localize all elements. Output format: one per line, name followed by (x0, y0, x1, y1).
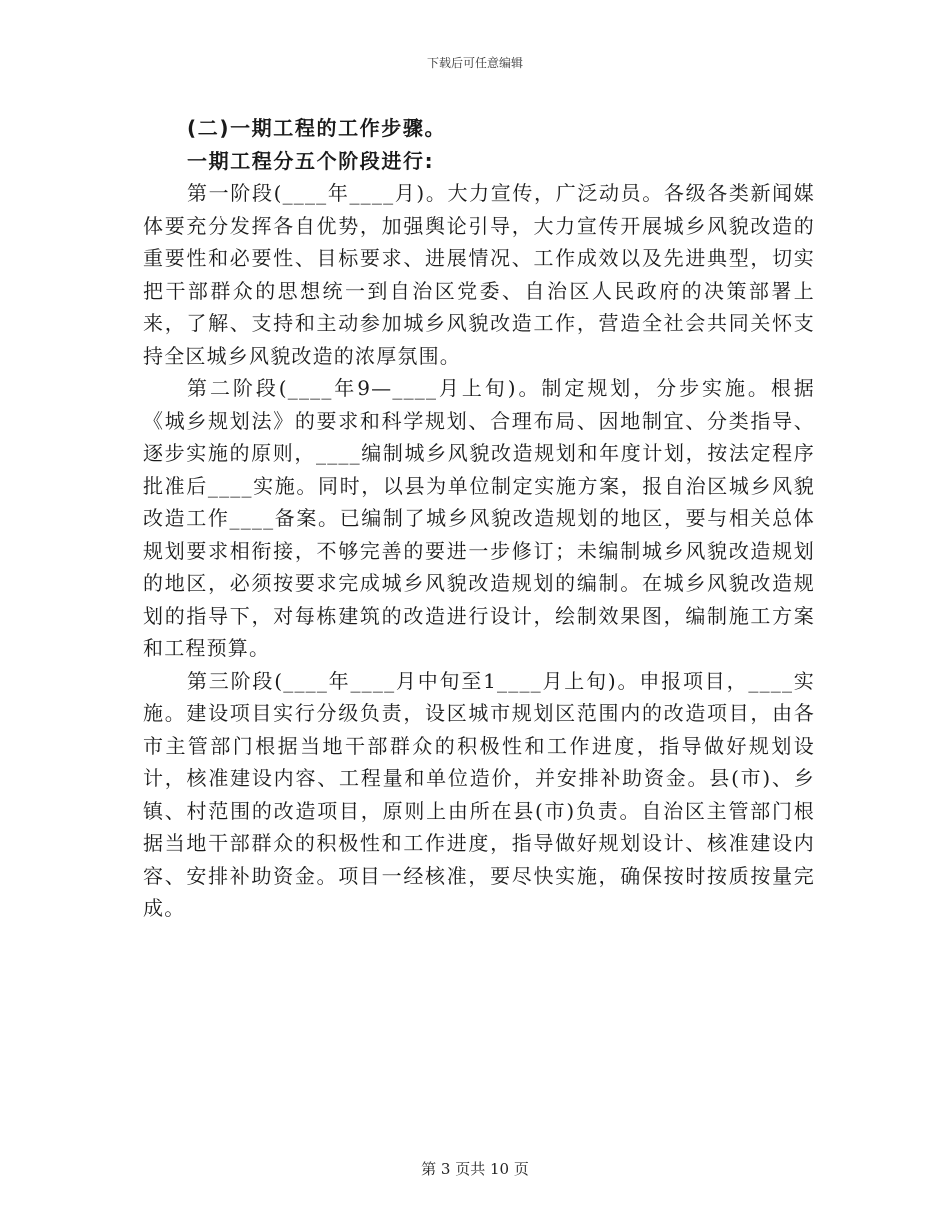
document-body (143, 112, 815, 925)
paragraph-stage-2: 第二阶段(____年9—____月上旬)。制定规划，分步实施。根据《城乡规划法》的要求和科学规划、合理布局、因地制宜、分类指导、逐步实施的原则，____编制城乡风貌改造规划和年度计划，按法定程序批准后____实施。同时，以县为单位制定实施方案，报自治区城乡风貌改造工作____备案。已编制了城乡风貌改造规划的地区，要与相关总体规划要求相衔接，不够完善的要进一步修订；未编制城乡风貌改造规划的地区，必须按要求完成城乡风貌改造规划的编制。在城乡风貌改造规划的指导下，对每栋建筑的改造进行设计，绘制效果图，编制施工方案和工程预算。 (143, 376, 815, 660)
page-number: 第 3 页共 10 页 (421, 1160, 529, 1178)
subsection-heading: 一期工程分五个阶段进行: (187, 148, 435, 173)
paragraph-stage-3: 第三阶段(____年____月中旬至1____月上旬)。申报项目，____实施。建设项目实行分级负责，设区城市规划区范围内的改造项目，由各市主管部门根据当地干部群众的积极性和工作进度，指导做好规划设计，核准建设内容、工程量和单位造价，并安排补助资金。县(市)、乡镇、村范围的改造项目，原则上由所在县(市)负责。自治区主管部门根据当地干部群众的积极性和工作进度，指导做好规划设计、核准建设内容、安排补助资金。项目一经核准，要尽快实施，确保按时按质按量完成。 (143, 668, 815, 920)
page-header: 下载后可任意编辑 (426, 56, 523, 70)
paragraph-stage-1: 第一阶段(____年____月)。大力宣传，广泛动员。各级各类新闻媒体要充分发挥各自优势，加强舆论引导，大力宣传开展城乡风貌改造的重要性和必要性、目标要求、进展情况、工作成效以及先进典型，切实把干部群众的思想统一到自治区党委、自治区人民政府的决策部署上来，了解、支持和主动参加城乡风貌改造工作，营造全社会共同关怀支持全区城乡风貌改造的浓厚氛围。 (143, 181, 815, 368)
section-heading: (二)一期工程的工作步骤。 (187, 116, 447, 140)
